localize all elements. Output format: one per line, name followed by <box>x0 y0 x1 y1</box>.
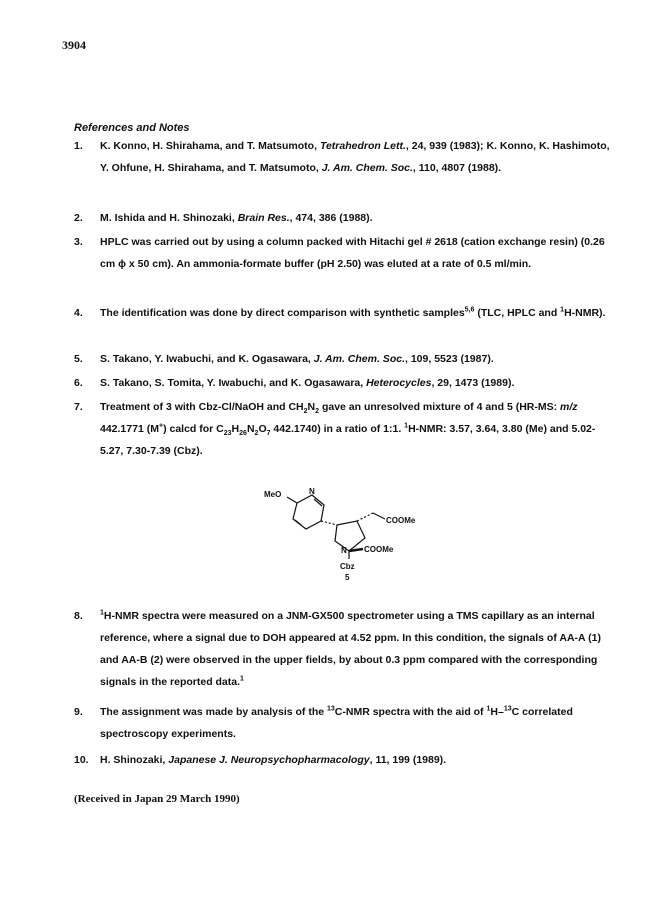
reference-text-segment: S. Takano, Y. Iwabuchi, and K. Ogasawara, <box>100 353 314 365</box>
page-number: 3904 <box>62 38 86 52</box>
reference-text-segment: H– <box>490 706 504 718</box>
reference-text-segment: (TLC, HPLC and <box>474 307 561 319</box>
reference-text-segment: K. Konno, H. Shirahama, and T. Matsumoto, <box>100 140 320 152</box>
reference-text-segment: 2 <box>254 430 259 438</box>
reference-text-segment: 1 <box>100 609 104 617</box>
reference-text-segment: 7 <box>266 430 271 438</box>
reference-text-segment: gave an unresolved mixture of <box>319 401 477 413</box>
reference-text-segment: 4 <box>476 401 483 413</box>
reference-text-segment: , <box>405 140 412 152</box>
reference-text-segment: , <box>431 377 438 389</box>
reference-text-segment: S. Takano, S. Tomita, Y. Iwabuchi, and K. Ogasawara, <box>100 377 367 389</box>
reference-text <box>100 348 614 370</box>
ring-nitrogen-label: N <box>309 487 315 496</box>
reference-text <box>100 396 614 462</box>
reference-text-segment: 2 <box>303 408 308 416</box>
reference-text <box>100 372 614 394</box>
reference-text-segment: M. Ishida and H. Shinozaki, <box>100 212 238 224</box>
reference-text-segment: , 199 (1989). <box>386 754 447 766</box>
reference-3 <box>74 231 614 275</box>
reference-text-segment: The assignment was made by analysis of the <box>100 706 327 718</box>
chemical-structure-5 <box>255 483 435 593</box>
ring-double-bond <box>295 520 301 525</box>
pyridine-ring <box>293 495 324 529</box>
reference-text-segment: 474 <box>295 212 313 224</box>
reference-text-segment: N <box>307 401 316 413</box>
reference-number: 4. <box>74 307 83 319</box>
reference-text-segment: , <box>404 353 411 365</box>
reference-text-segment: , 386 (1988). <box>313 212 373 224</box>
pyrrolidine-ring <box>335 521 365 551</box>
reference-text <box>100 207 614 229</box>
reference-10 <box>74 749 614 771</box>
references-heading: References and Notes <box>74 122 190 134</box>
reference-number: 7. <box>74 401 83 413</box>
reference-text-segment: Brain Res. <box>237 212 290 224</box>
reference-text-segment: H-NMR). <box>564 307 606 319</box>
reference-text-segment: Japanese J. Neuropsychopharmacology <box>168 754 370 766</box>
reference-7 <box>74 396 614 462</box>
reference-text-segment: 13 <box>327 705 335 713</box>
reference-text-segment: 13 <box>503 705 512 713</box>
reference-text-segment: 5,6 <box>464 306 475 314</box>
reference-text-segment: 5 <box>506 401 513 413</box>
pyrrolidine-nitrogen-label: N <box>341 546 347 555</box>
reference-text-segment: , <box>369 754 376 766</box>
reference-text-segment: C correlated spectroscopy experiments. <box>100 706 573 740</box>
reference-text-segment: 26 <box>239 430 247 438</box>
reference-text-segment: ) calcd for C <box>163 423 224 435</box>
reference-text-segment: 1 <box>240 675 244 683</box>
reference-text-segment: (HR-MS: <box>512 401 561 413</box>
reference-text-segment: Tetrahedron Lett. <box>319 140 406 152</box>
reference-text-segment: 1 <box>486 705 491 713</box>
meo-label: MeO <box>264 490 282 499</box>
reference-text <box>100 135 614 179</box>
reference-text-segment: m/z <box>560 401 578 413</box>
hashed-wedge-bond <box>321 521 337 525</box>
methoxy-bond <box>287 497 297 503</box>
reference-text <box>100 302 614 324</box>
reference-text-segment: 2 <box>315 408 320 416</box>
reference-text-segment: 24 <box>411 140 424 152</box>
reference-text-segment: , <box>289 212 296 224</box>
reference-text-segment: 1 <box>404 422 409 430</box>
reference-text-segment: HPLC was carried out by using a column packed with Hitachi gel # 2618 (cation exchange resin) (0.26 cm ϕ x 50 cm). An ammonia-formate buffer (pH 2.50) was eluted at a rate of 0.5 ml/min. <box>100 236 605 270</box>
reference-text-segment: , <box>412 162 419 174</box>
cbz-label: Cbz <box>340 562 355 571</box>
compound-number: 5 <box>345 573 350 582</box>
reference-text-segment: , 4807 (1988). <box>435 162 502 174</box>
reference-text-segment: with Cbz-Cl/NaOH and CH <box>171 401 304 413</box>
reference-text-segment: 11 <box>375 754 387 766</box>
reference-6 <box>74 372 614 394</box>
reference-number: 5. <box>74 353 83 365</box>
reference-text-segment: 1 <box>591 632 598 644</box>
reference-text-segment: J. Am. Chem. Soc. <box>321 162 413 174</box>
reference-9 <box>74 701 614 745</box>
reference-5 <box>74 348 614 370</box>
reference-text-segment: H. Shinozaki, <box>100 754 169 766</box>
reference-text-segment: , 1473 (1989). <box>448 377 515 389</box>
reference-text-segment: Heterocycles <box>366 377 432 389</box>
reference-text-segment: J. Am. Chem. Soc. <box>313 353 405 365</box>
reference-8 <box>74 605 614 693</box>
hashed-wedge-bond <box>357 513 373 521</box>
reference-text-segment: The identification was done by direct comparison with synthetic samples <box>100 307 465 319</box>
reference-text-segment: ) were observed in the upper fields, by about 0.3 ppm compared with the corresponding signals in the reported data. <box>100 654 598 688</box>
reference-text-segment: , 939 (1983); K. Konno, K. Hashimoto, Y. Ohfune, H. Shirahama, and T. Matsumoto, <box>100 140 610 174</box>
reference-text-segment: 442.1740) in a ratio of 1:1. <box>270 423 405 435</box>
reference-text-segment: 109 <box>410 353 429 365</box>
received-date: (Received in Japan 29 March 1990) <box>74 793 240 805</box>
reference-text-segment: N <box>246 423 255 435</box>
reference-text <box>100 231 614 275</box>
reference-text-segment: 2 <box>153 654 160 666</box>
reference-number: 9. <box>74 706 83 718</box>
reference-number: 8. <box>74 610 83 622</box>
reference-text-segment: , 5523 (1987). <box>428 353 494 365</box>
reference-text-segment: 110 <box>418 162 436 174</box>
reference-text-segment: H <box>231 423 240 435</box>
coome-bottom-label: COOMe <box>364 545 394 554</box>
reference-text-segment: 23 <box>223 430 232 438</box>
reference-text-segment: 442.1771 (M <box>100 423 159 435</box>
reference-text <box>100 701 614 745</box>
reference-text-segment: C-NMR spectra with the aid of <box>334 706 487 718</box>
reference-text-segment: Treatment of <box>100 401 166 413</box>
reference-number: 10. <box>74 754 89 766</box>
reference-text-segment: 3 <box>165 401 172 413</box>
reference-1 <box>74 135 614 179</box>
reference-text-segment: and <box>482 401 507 413</box>
reference-4 <box>74 302 614 324</box>
side-chain-bond <box>373 513 385 519</box>
reference-text <box>100 605 614 693</box>
reference-number: 1. <box>74 140 83 152</box>
reference-text <box>100 749 614 771</box>
reference-text-segment: O <box>258 423 267 435</box>
reference-text-segment: H-NMR spectra were measured on a JNM-GX500 spectrometer using a TMS capillary as an internal reference, where a signal due to DOH appeared at 4.52 ppm. In this condition, the signals of AA-A ( <box>100 610 595 644</box>
reference-text-segment: 1 <box>560 306 565 314</box>
reference-number: 6. <box>74 377 83 389</box>
reference-text-segment: + <box>158 422 164 430</box>
reference-number: 3. <box>74 236 83 248</box>
reference-text-segment: 29 <box>437 377 449 389</box>
reference-2 <box>74 207 614 229</box>
reference-text-segment: ) and AA-B ( <box>100 632 601 666</box>
reference-text-segment: H-NMR: 3.57, 3.64, 3.80 (Me) and 5.02-5.27, 7.30-7.39 (Cbz). <box>100 423 596 457</box>
coome-top-label: COOMe <box>386 516 416 525</box>
reference-number: 2. <box>74 212 83 224</box>
